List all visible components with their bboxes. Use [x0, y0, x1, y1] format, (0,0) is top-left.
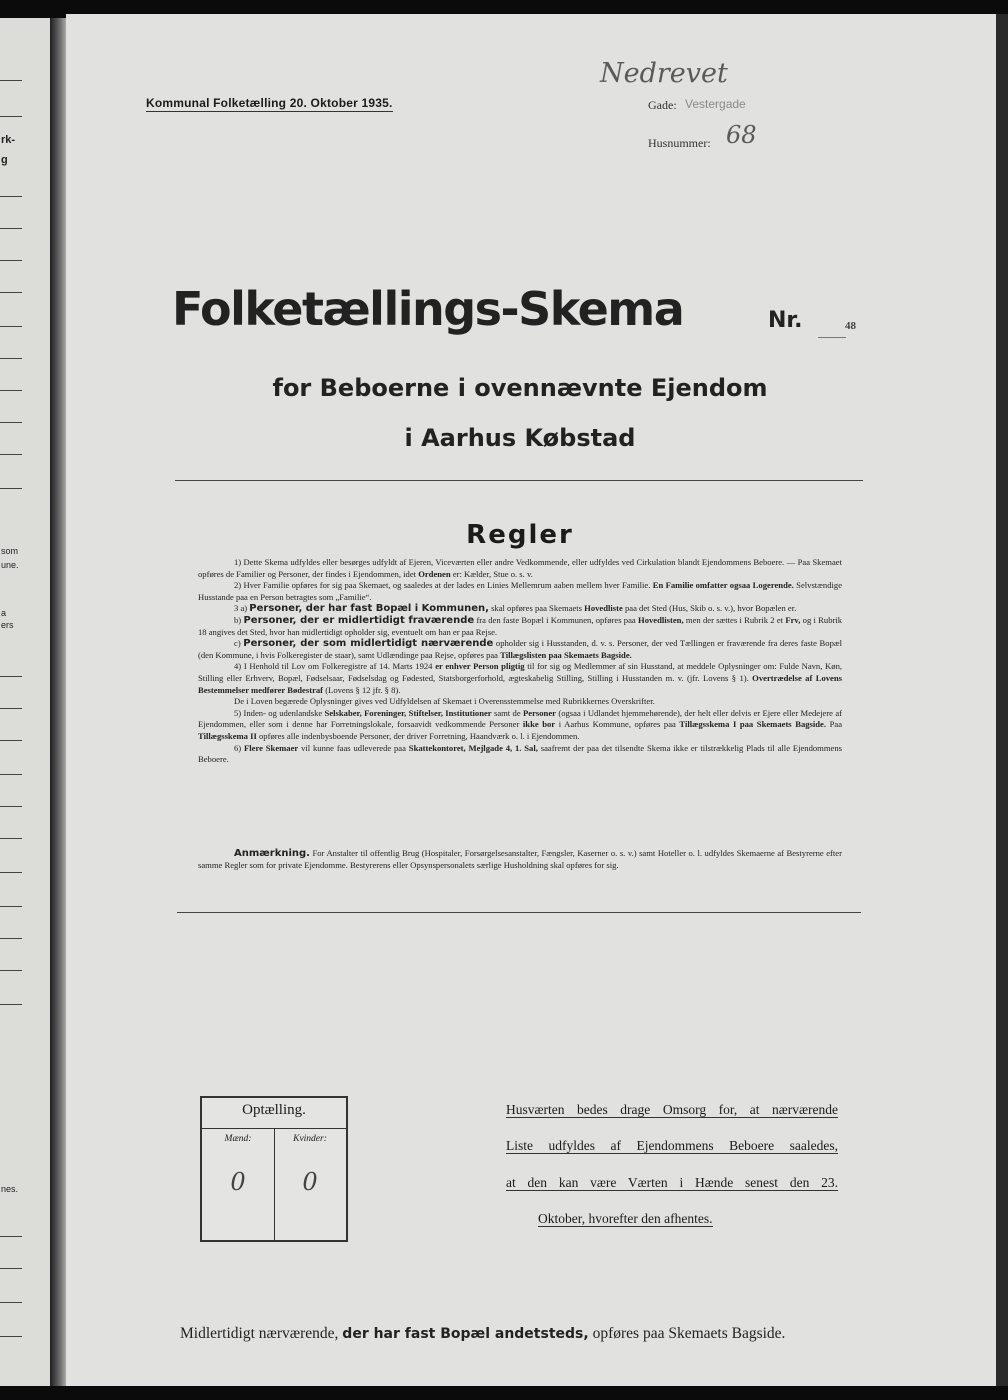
divider [0, 838, 22, 839]
form-number-value: 48 [845, 320, 856, 332]
divider [0, 1004, 22, 1005]
notice-line: at den kan være Værten i Hænde senest den 23. [506, 1175, 838, 1190]
divider [0, 676, 22, 677]
rule-4-note: De i Loven begærede Oplysninger gives ved Udfyldelsen af Skemaet i Overensstemmelse med Rubrikkernes Overskrifter. [234, 696, 655, 707]
divider [0, 390, 22, 391]
divider [0, 422, 22, 423]
form-title: Folketællings-Skema [172, 282, 684, 336]
census-header: Kommunal Folketælling 20. Oktober 1935. [146, 96, 393, 110]
divider [0, 228, 22, 229]
divider [0, 196, 22, 197]
divider [0, 488, 22, 489]
divider [0, 774, 22, 775]
rules-text [198, 557, 842, 766]
divider [0, 806, 22, 807]
facing-page-text: som [1, 546, 19, 556]
notice-line: Husværten bedes drage Omsorg for, at nærværende [506, 1102, 838, 1117]
form-number-label: Nr. [768, 308, 803, 333]
page-edge [996, 14, 1008, 1386]
street-value: Vestergade [685, 97, 746, 111]
tally-title: Optælling. [242, 1102, 306, 1118]
facing-page-text: g [1, 154, 8, 166]
house-number-value: 68 [726, 121, 757, 149]
women-count: 0 [302, 1168, 318, 1196]
divider [0, 292, 22, 293]
facing-page-text: ers [1, 620, 14, 630]
divider [0, 80, 22, 81]
divider [0, 906, 22, 907]
remark-text: For Anstalter til offentlig Brug (Hospitaler, Forsørgelsesanstalter, Fængsler, Kaserner o. s. v.) samt Hoteller o. l. udfyldes Skemaerne af Bestyrerne efter samme Regler som for private Ejendomme. Bestyrerens eller Opsynspersonalets særlige Husholdning skal opføres for sig. [198, 848, 842, 870]
divider [0, 708, 22, 709]
street-label: Gade: [648, 98, 677, 112]
rule-1: 1) Dette Skema udfyldes eller besørges udfyldt af Ejeren, Viceværten eller andre Vedkommende, eller udfyldes ved Cirkulation blandt Ejendommens Beboere. — Paa Skemaet opføres de Familier og Personer, der findes i Ejendommen, idet Ordenen er: Kælder, Stue o. s. v. [198, 557, 842, 579]
tally-box [200, 1096, 348, 1242]
notice-line: Liste udfyldes af Ejendommens Beboere saaledes, [506, 1138, 838, 1153]
divider [0, 1268, 22, 1269]
rule-6: 6) Flere Skemaer vil kunne faas udleverede paa Skattekontoret, Mejlgade 4, 1. Sal, saafremt der paa det tilsendte Skema ikke er tilstrækkelig Plads til alle Ejendommens Beboere. [198, 742, 843, 765]
divider [0, 326, 22, 327]
divider [0, 938, 22, 939]
rule-5: 5) Inden- og udenlandske Selskaber, Foreninger, Stiftelser, Institutioner samt de Personer (ogsaa i Udlandet hjemmehørende), der helt eller delvis er Ejere eller Medejere af Ejendommen, eller som i denne har Forretningslokale, forsaavidt vedkommende Personer ikke bor i Aarhus Kommune, opføres paa Tillægsskema I paa Skemaets Bagside. Paa Tillægsskema II opføres alle indenbysboende Personer, der driver Forretning, Haandværk o. l. i Ejendommen. [198, 707, 843, 741]
subtitle-1: for Beboerne i ovennævnte Ejendom [272, 374, 768, 402]
women-label: Kvinder: [293, 1134, 327, 1144]
divider [175, 480, 863, 481]
facing-page [0, 18, 50, 1386]
divider [0, 358, 22, 359]
divider [177, 912, 861, 913]
divider [0, 116, 22, 117]
remark-heading: Anmærkning. [234, 848, 310, 859]
men-label: Mænd: [224, 1134, 252, 1144]
divider [0, 260, 22, 261]
rule-2: 2) Hver Familie opføres for sig paa Skemaet, og saaledes at der lades en Linies Mellemrum aaben mellem hver Familie. En Familie omfatter ogsaa Logerende. Selvstændige Husstande paa en Person betragtes som „Familie“. [198, 580, 843, 602]
men-count: 0 [230, 1168, 246, 1196]
rule-3b: b) Personer, der er midlertidigt fraværende fra den faste Bopæl i Kommunen, opføres paa Hovedlisten, men der sættes i Rubrik 2 et Frv, og i Rubrik 18 angives det Sted, hvor han midlertidigt opholder sig, eventuelt om han er paa Rejse. [198, 614, 843, 637]
facing-page-text: a [1, 608, 7, 618]
divider [0, 872, 22, 873]
facing-page-text: nes. [1, 1184, 19, 1194]
footer-note: Midlertidigt nærværende, der har fast Bopæl andetsteds, opføres paa Skemaets Bagside. [180, 1325, 786, 1342]
notice-line: Oktober, hvorefter den afhentes. [538, 1211, 713, 1226]
house-number-label: Husnummer: [648, 136, 711, 150]
rules-heading: Regler [466, 520, 574, 550]
rule-3c: c) Personer, der som midlertidigt nærværende opholder sig i Husstanden, d. v. s. Personer, der ved Tællingen er fraværende fra deres faste Bopæl (den Kommune, i hvis Folkeregister de staar), samt Udlændinge paa Rejse, opføres paa Tillægslisten paa Skemaets Bagside. [198, 638, 842, 660]
divider [0, 740, 22, 741]
divider [0, 454, 22, 455]
remark [198, 848, 842, 871]
divider [0, 1302, 22, 1303]
facing-page-text: une. [1, 560, 19, 570]
rule-4: 4) I Henhold til Lov om Folkeregistre af 14. Marts 1924 er enhver Person pligtig til for sig og Medlemmer af sin Husstand, at meddele Oplysninger om: Fulde Navn, Køn, Stilling eller Erhverv, Bopæl, Fødselsaar, Fødselsdag og Fødested, Statsborgerforhold, ægteskabelig Stilling, Stilling i Husstanden m. v. (jfr. Lovens § 1). Overtrædelse af Lovens Bestemmelser medfører Bødestraf (Lovens § 12 jfr. § 8). [198, 661, 843, 695]
facing-page-text: rk- [1, 134, 16, 146]
handwritten-note: Nedrevet [600, 58, 728, 89]
subtitle-2: i Aarhus Købstad [404, 424, 636, 452]
divider [0, 1236, 22, 1237]
divider [0, 970, 22, 971]
rule-3a: 3 a) Personer, der har fast Bopæl i Kommunen, skal opføres paa Skemaets Hovedliste paa det Sted (Hus, Skib o. s. v.), hvor Bopælen er. [234, 603, 797, 615]
form-number-line [818, 337, 846, 338]
divider [0, 1336, 22, 1337]
